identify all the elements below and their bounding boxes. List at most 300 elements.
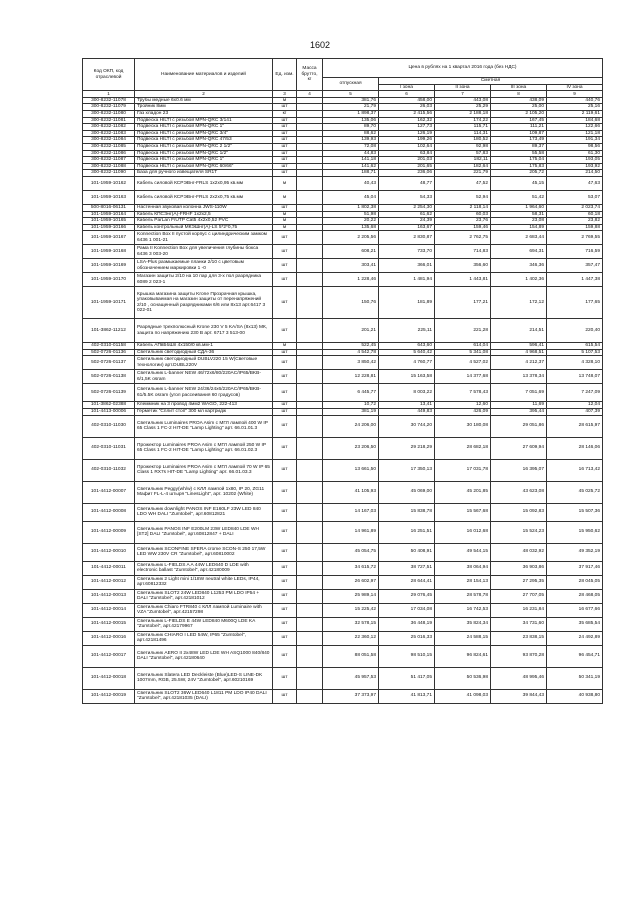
cell-zone2-price: 24 588,15 (435, 631, 491, 645)
cell-zone1-price: 8 003,22 (379, 384, 435, 402)
cell-name: Подвеска HILTI с резьбой MPN-QRC 3/4" (135, 130, 273, 137)
cell-zone4-price: 193,92 (547, 163, 603, 170)
table-row (83, 689, 603, 703)
cell-release-price: 135,06 (323, 117, 379, 124)
cell-release-price: 522,45 (323, 343, 379, 350)
cell-release-price: 6 445,77 (323, 384, 379, 402)
cell-zone2-price: 15 567,68 (435, 503, 491, 521)
cell-zone4-price: 12,04 (547, 402, 603, 409)
table-row (83, 104, 603, 111)
cell-unit: м (273, 211, 297, 218)
cell-unit: м (273, 176, 297, 190)
table-row (83, 319, 603, 343)
cell-zone3-price: 438,09 (491, 97, 547, 104)
table-row (83, 561, 603, 575)
cell-release-price: 1 802,38 (323, 204, 379, 211)
cell-mass (297, 176, 323, 190)
cell-zone2-price: 2 762,75 (435, 231, 491, 245)
cell-name: Светильник L-banner NEW 24/36/24х6/220AC/IP65/BKB-61/5.5K osram (угол рассеивания 60 градусов) (135, 384, 273, 402)
cell-release-price: 51,98 (323, 211, 379, 218)
cell-unit: шт (273, 287, 297, 319)
cell-zone3-price: 16 395,07 (491, 459, 547, 481)
cell-code: 101-4412-00017 (83, 645, 135, 667)
cell-unit: шт (273, 384, 297, 402)
cell-release-price: 72,08 (323, 143, 379, 150)
table-row (83, 150, 603, 157)
cell-zone2-price: 23,76 (435, 218, 491, 225)
cell-release-price: 88,62 (323, 130, 379, 137)
cell-zone3-price: 34 731,60 (491, 617, 547, 631)
cell-unit: шт (273, 231, 297, 245)
cell-mass (297, 575, 323, 589)
cell-mass (297, 218, 323, 225)
cell-name: База для ручного извещателя SR1T (135, 170, 273, 177)
cell-zone1-price: 199,26 (379, 137, 435, 144)
cell-code: 101-1959-10163 (83, 190, 135, 204)
cell-zone1-price: 181,89 (379, 287, 435, 319)
cell-zone1-price: 201,65 (379, 163, 435, 170)
cell-unit: шт (273, 561, 297, 575)
cell-unit: шт (273, 543, 297, 561)
cell-zone4-price: 214,50 (547, 170, 603, 177)
cell-zone1-price: 38 727,51 (379, 561, 435, 575)
cell-zone4-price: 45 025,72 (547, 481, 603, 503)
cell-zone4-price: 96 454,71 (547, 645, 603, 667)
cell-zone4-price: 15 950,62 (547, 521, 603, 543)
cell-zone1-price: 45 069,00 (379, 481, 435, 503)
cell-zone4-price: 1 447,38 (547, 273, 603, 287)
cell-mass (297, 157, 323, 164)
cell-zone2-price: 174,22 (435, 117, 491, 124)
col-number: 8 (491, 91, 547, 98)
col-number: 2 (135, 91, 273, 98)
cell-code: 101-1959-10162 (83, 176, 135, 190)
cell-mass (297, 124, 323, 131)
price-table (82, 58, 603, 704)
cell-zone1-price: 63,84 (379, 150, 435, 157)
cell-code: 101-1959-10164 (83, 211, 135, 218)
cell-zone4-price: 2 119,61 (547, 110, 603, 117)
table-row (83, 245, 603, 259)
cell-zone3-price: 13 378,34 (491, 370, 547, 384)
cell-unit: шт (273, 481, 297, 503)
cell-release-price: 608,21 (323, 245, 379, 259)
cell-zone3-price: 89,37 (491, 143, 547, 150)
cell-zone4-price: 615,54 (547, 343, 603, 350)
col-number: 7 (435, 91, 491, 98)
cell-unit: шт (273, 245, 297, 259)
cell-zone1-price: 733,70 (379, 245, 435, 259)
cell-name: Герметик "Сплит стоп" 300 мл картридж (135, 409, 273, 416)
cell-name: Светильник Luminaires PROA Asim с МГЛ лампой 400 W IP 65 Class 1 FC-2 HIT-DE "Lamp Lighting" арт. 66.01.01.3 (135, 415, 273, 437)
cell-zone1-price: 127,73 (379, 124, 435, 131)
cell-zone2-price: 92,98 (435, 143, 491, 150)
cell-zone1-price: 15 163,58 (379, 370, 435, 384)
cell-zone3-price: 596,41 (491, 343, 547, 350)
cell-zone3-price: 2 683,44 (491, 231, 547, 245)
cell-zone2-price: 2 118,14 (435, 204, 491, 211)
cell-mass (297, 459, 323, 481)
cell-code: 101-4412-00010 (83, 543, 135, 561)
cell-mass (297, 190, 323, 204)
cell-mass (297, 667, 323, 689)
cell-mass (297, 689, 323, 703)
cell-zone1-price: 225,11 (379, 319, 435, 343)
cell-zone2-price: 17 031,78 (435, 459, 491, 481)
cell-zone4-price: 28 468,05 (547, 589, 603, 603)
cell-zone2-price: 356,60 (435, 259, 491, 273)
cell-zone3-price: 23,08 (491, 218, 547, 225)
cell-code: 101-4412-00012 (83, 575, 135, 589)
cell-zone4-price: 159,88 (547, 224, 603, 231)
cell-name: Светильник Peggy(wh/w) с КЛЛ лампой 1х80, IP 20, ZG11 Мафит FL-L-4 штыря "LinesLight", арт. 10202 (White) (135, 481, 273, 503)
cell-code: 300-8232-11088 (83, 163, 135, 170)
table-row (83, 356, 603, 370)
cell-zone3-price: 173,49 (491, 137, 547, 144)
cell-zone4-price: 50 341,19 (547, 667, 603, 689)
cell-code: 300-8232-11087 (83, 157, 135, 164)
cell-zone1-price: 29 076,45 (379, 589, 435, 603)
cell-zone3-price: 23 838,15 (491, 631, 547, 645)
cell-zone1-price: 366,01 (379, 259, 435, 273)
header-zone2: II зона (435, 84, 491, 91)
header-unit: Ед. изм. (273, 59, 297, 91)
table-body (83, 97, 603, 703)
cell-zone3-price: 214,51 (491, 319, 547, 343)
cell-name: Подвеска HILTI с резьбой MPN-QRC 1" (135, 124, 273, 131)
cell-zone2-price: 57,83 (435, 150, 491, 157)
cell-release-price: 2 205,56 (323, 231, 379, 245)
table-row (83, 645, 603, 667)
cell-name: Кабель АПвБбШп 4х150/0 кв.мм-1 (135, 343, 273, 350)
cell-mass (297, 319, 323, 343)
cell-name: Рама II Konnection Box для увеличения глубины бокса 6436 3 003-20 (135, 245, 273, 259)
table-row (83, 575, 603, 589)
cell-release-price: 26 602,97 (323, 575, 379, 589)
table-row (83, 117, 603, 124)
table-row (83, 97, 603, 104)
table-row (83, 543, 603, 561)
cell-name: Светильник SCONFINE SFERA crome SCON-S 250 17,5W LED WW 230V CR "Zumtobel", арт.60810002 (135, 543, 273, 561)
table-row (83, 503, 603, 521)
cell-zone2-price: 177,21 (435, 287, 491, 319)
cell-mass (297, 402, 323, 409)
cell-name: Konnection Box II пустой корпус с цилиндрическим замком 6436 1 001-21 (135, 231, 273, 245)
cell-zone3-price: 1 402,36 (491, 273, 547, 287)
table-row (83, 190, 603, 204)
table-row (83, 157, 603, 164)
cell-unit: шт (273, 589, 297, 603)
cell-unit: шт (273, 521, 297, 543)
cell-zone4-price: 28 146,06 (547, 437, 603, 459)
cell-release-price: 4 542,78 (323, 349, 379, 356)
cell-zone3-price: 167,45 (491, 117, 547, 124)
table-row (83, 617, 603, 631)
cell-release-price: 10,72 (323, 402, 379, 409)
cell-code: 300-8232-11084 (83, 137, 135, 144)
cell-code: 300-8232-11079 (83, 104, 135, 111)
table-row (83, 603, 603, 617)
cell-unit: шт (273, 273, 297, 287)
cell-mass (297, 110, 323, 117)
cell-zone3-price: 27 295,35 (491, 575, 547, 589)
cell-unit: шт (273, 157, 297, 164)
cell-name: Прожектор Luminaires PROA Asim с МГЛ лампой 70 W IP 65 Class 1 RX7s HIT-DE "Lamp Lighting" арт. 66.01.03.3 (135, 459, 273, 481)
cell-zone2-price: 16 742,53 (435, 603, 491, 617)
table-row (83, 287, 603, 319)
cell-zone3-price: 172,12 (491, 287, 547, 319)
table-row (83, 259, 603, 273)
cell-name: Светильник L-FIELDS A A 44W LED640 D LDE with electronic ballast "Zumtobel", арт.42180009 (135, 561, 273, 575)
cell-zone1-price: 24,39 (379, 218, 435, 225)
cell-name: Газ хладон 23 (135, 110, 273, 117)
cell-zone1-price: 98 510,15 (379, 645, 435, 667)
cell-unit: м (273, 97, 297, 104)
cell-mass (297, 481, 323, 503)
cell-mass (297, 415, 323, 437)
cell-unit: шт (273, 575, 297, 589)
cell-unit: шт (273, 459, 297, 481)
cell-zone4-price: 25,16 (547, 104, 603, 111)
cell-unit: шт (273, 437, 297, 459)
cell-name: Светильник светодиодный DUBLV220 15 W(Световые технологии) арт.DUBL220V (135, 356, 273, 370)
cell-release-price: 37 373,97 (323, 689, 379, 703)
cell-release-price: 14 167,03 (323, 503, 379, 521)
cell-release-price: 25 989,14 (323, 589, 379, 603)
cell-zone4-price: 61,30 (547, 150, 603, 157)
cell-zone1-price: 36 448,19 (379, 617, 435, 631)
cell-code: 300-8232-11081 (83, 117, 135, 124)
col-number: 4 (297, 91, 323, 98)
cell-release-price: 139,93 (323, 137, 379, 144)
header-code: Код ОКП, код отраслевой (83, 59, 135, 91)
cell-unit: шт (273, 503, 297, 521)
cell-unit: шт (273, 356, 297, 370)
col-number: 1 (83, 91, 135, 98)
cell-name: Кабель силовой КСРЭВнг-FRLS 1х2х0,95 кв.мм (135, 176, 273, 190)
cell-mass (297, 287, 323, 319)
cell-mass (297, 370, 323, 384)
cell-zone4-price: 440,76 (547, 97, 603, 104)
cell-release-price: 41 105,93 (323, 481, 379, 503)
cell-zone3-price: 15 524,23 (491, 521, 547, 543)
cell-zone1-price: 201,03 (379, 157, 435, 164)
header-name: Наименование материалов и изделий (135, 59, 273, 91)
table-row (83, 224, 603, 231)
cell-zone3-price: 4 212,37 (491, 356, 547, 370)
header-release: отпускная (323, 78, 379, 91)
cell-zone2-price: 45 201,85 (435, 481, 491, 503)
cell-mass (297, 211, 323, 218)
cell-zone1-price: 2 254,30 (379, 204, 435, 211)
cell-zone2-price: 49 544,15 (435, 543, 491, 561)
cell-name: Светильник SLOT2 36W LED640 L1811 PM LDO IP40 DALI "Zumtobel", арт.42181035 (DALI) (135, 689, 273, 703)
cell-name: Светильник 2 Light mini 1/18W neutral white LEDs, IP44, арт.60812332 (135, 575, 273, 589)
cell-zone1-price: 25 016,33 (379, 631, 435, 645)
cell-mass (297, 143, 323, 150)
cell-code: 502-0726-01137 (83, 356, 135, 370)
cell-zone4-price: 2 023,74 (547, 204, 603, 211)
cell-name: Светильник светодиодный СДА-36 (135, 349, 273, 356)
cell-unit: шт (273, 117, 297, 124)
header-zone3: III зона (491, 84, 547, 91)
cell-zone1-price: 102,64 (379, 143, 435, 150)
cell-zone4-price: 47,63 (547, 176, 603, 190)
cell-unit: шт (273, 689, 297, 703)
cell-unit: м (273, 224, 297, 231)
cell-zone4-price: 220,40 (547, 319, 603, 343)
cell-name: Настенная звуковая колонна JWS-110W (135, 204, 273, 211)
cell-zone2-price: 14 377,68 (435, 370, 491, 384)
cell-release-price: 45 054,75 (323, 543, 379, 561)
cell-release-price: 201,21 (323, 319, 379, 343)
cell-zone3-price: 58,31 (491, 211, 547, 218)
cell-zone3-price: 29 051,86 (491, 415, 547, 437)
cell-code: 300-8232-11086 (83, 150, 135, 157)
cell-release-price: 12 228,81 (323, 370, 379, 384)
cell-release-price: 22 360,12 (323, 631, 379, 645)
table-row (83, 667, 603, 689)
cell-release-price: 381,19 (323, 409, 379, 416)
cell-name: Кабель контрольный МКЭШнг(А)-LS 5*2*0,75 (135, 224, 273, 231)
cell-name: Светильник CHIARO I LED 54W, IP65 "Zumtobel", арт.42181496 (135, 631, 273, 645)
cell-unit: шт (273, 170, 297, 177)
table-row (83, 137, 603, 144)
col-number: 9 (547, 91, 603, 98)
cell-name: LSA-Plus размыкаемые планки 2/10 с цветовым обозначением маркировки 1 -0 (135, 259, 273, 273)
cell-unit: шт (273, 415, 297, 437)
cell-zone1-price: 4 760,77 (379, 356, 435, 370)
table-row (83, 631, 603, 645)
cell-name: Светильник PANOS INF E200LM 23W LED840 LDE WH [ST2] DALI "Zumtobel", арт.60812847 + DALI (135, 521, 273, 543)
cell-name: Светильник Slatera LED Deckleiste (Blue)LED-S LINE-DK 1007mm, RGB, 25.5W, 24V "Zumtobel", арт.60210169 (135, 667, 273, 689)
cell-zone1-price: 449,83 (379, 409, 435, 416)
cell-code: 101-3862-11212 (83, 319, 135, 343)
cell-name: Светильник Chiaro FTR840 с КЛЛ лампой Luminaire with VZA "Zumtobel", арт.42157298 (135, 603, 273, 617)
cell-mass (297, 204, 323, 211)
cell-code: 101-4412-00015 (83, 617, 135, 631)
header-price-title: Цена в рублях на 1 квартал 2016 года (без НДС) (323, 59, 603, 78)
cell-zone3-price: 7 051,69 (491, 384, 547, 402)
cell-code: 300-8232-11090 (83, 170, 135, 177)
cell-code: 402-0310-11031 (83, 437, 135, 459)
cell-mass (297, 409, 323, 416)
cell-unit: шт (273, 104, 297, 111)
cell-name: Светильник SLOT2 24W LED840 L1253 PM LDO IP54 + DALI "Zumtobel", арт.42181012 (135, 589, 273, 603)
cell-zone3-price: 395,44 (491, 409, 547, 416)
cell-zone4-price: 191,34 (547, 137, 603, 144)
cell-zone1-price: 28 644,41 (379, 575, 435, 589)
cell-zone3-price: 175,83 (491, 163, 547, 170)
cell-zone2-price: 714,83 (435, 245, 491, 259)
cell-code: 402-0310-01158 (83, 343, 135, 350)
cell-code: 402-0310-11030 (83, 415, 135, 437)
cell-zone2-price: 96 824,61 (435, 645, 491, 667)
col-number: 3 (273, 91, 297, 98)
cell-zone1-price: 162,32 (379, 117, 435, 124)
cell-zone3-price: 43 623,08 (491, 481, 547, 503)
cell-release-price: 21,79 (323, 104, 379, 111)
cell-code: 101-4412-00019 (83, 689, 135, 703)
cell-zone3-price: 51,42 (491, 190, 547, 204)
cell-unit: шт (273, 130, 297, 137)
table-row (83, 349, 603, 356)
cell-zone4-price: 122,66 (547, 124, 603, 131)
cell-zone3-price: 175,04 (491, 157, 547, 164)
cell-zone4-price: 49 352,19 (547, 543, 603, 561)
cell-name: Крышка магазина защиты Krone Прозрачная крышка, упаковываемая на магазин защиты от перенапряжений 2/10 , оснащенный разрядниками 6/6 или 8х13 арт.6417 3 022-01 (135, 287, 273, 319)
cell-unit: шт (273, 143, 297, 150)
cell-name: Клеммник на 3 провод 4мм2 WAGO, 222-413 (135, 402, 273, 409)
cell-unit: шт (273, 137, 297, 144)
cell-name: Магазин защиты 2/10 на 10 пар для 3-х пол разрядника 6089 2 023-1 (135, 273, 273, 287)
cell-mass (297, 617, 323, 631)
table-row (83, 170, 603, 177)
cell-name: Подвеска HILTI с резьбой MPN-QRC 3/141 (135, 117, 273, 124)
cell-release-price: 3 850,42 (323, 356, 379, 370)
cell-zone4-price: 40 938,80 (547, 689, 603, 703)
column-number-row (83, 91, 603, 98)
cell-zone4-price: 28 045,05 (547, 575, 603, 589)
cell-zone1-price: 17 350,13 (379, 459, 435, 481)
table-row (83, 343, 603, 350)
cell-release-price: 45,04 (323, 190, 379, 204)
col-number: 6 (379, 91, 435, 98)
cell-zone2-price: 7 578,43 (435, 384, 491, 402)
cell-zone2-price: 12,60 (435, 402, 491, 409)
cell-zone3-price: 45,15 (491, 176, 547, 190)
cell-name: Светильник downlight PANOS INF E160LF 23W LED 840 LDO WH DALI "Zumtobel", арт.60812821 (135, 503, 273, 521)
cell-zone4-price: 60,18 (547, 211, 603, 218)
cell-zone3-price: 16 231,84 (491, 603, 547, 617)
cell-code: 101-4412-00007 (83, 481, 135, 503)
table-row (83, 459, 603, 481)
table-row (83, 218, 603, 225)
cell-zone1-price: 48,77 (379, 176, 435, 190)
table-row (83, 415, 603, 437)
cell-unit: шт (273, 603, 297, 617)
cell-zone3-price: 11,69 (491, 402, 547, 409)
cell-zone1-price: 54,33 (379, 190, 435, 204)
cell-code: 300-8232-11082 (83, 124, 135, 131)
cell-zone4-price: 121,18 (547, 130, 603, 137)
cell-zone3-price: 48 995,46 (491, 667, 547, 689)
cell-mass (297, 163, 323, 170)
cell-zone2-price: 180,52 (435, 137, 491, 144)
cell-zone2-price: 1 443,81 (435, 273, 491, 287)
table-header (83, 59, 603, 98)
cell-zone3-price: 27 609,94 (491, 437, 547, 459)
cell-unit: шт (273, 163, 297, 170)
cell-zone4-price: 24 492,89 (547, 631, 603, 645)
cell-code: 300-8232-11083 (83, 130, 135, 137)
cell-mass (297, 349, 323, 356)
cell-mass (297, 521, 323, 543)
cell-release-price: 303,41 (323, 259, 379, 273)
cell-code: 300-8232-11078 (83, 97, 135, 104)
cell-unit: м (273, 343, 297, 350)
cell-zone2-price: 50 536,98 (435, 667, 491, 689)
cell-name: Подвеска HILTI с резьбой MPN-QRC 47/53 (135, 137, 273, 144)
table-row (83, 204, 603, 211)
cell-zone3-price: 205,72 (491, 170, 547, 177)
cell-code: 101-4412-00009 (83, 521, 135, 543)
cell-zone3-price: 48 032,92 (491, 543, 547, 561)
table-row (83, 163, 603, 170)
cell-zone4-price: 184,68 (547, 117, 603, 124)
cell-zone3-price: 39 844,43 (491, 689, 547, 703)
cell-name: Тройник 8мм (135, 104, 273, 111)
